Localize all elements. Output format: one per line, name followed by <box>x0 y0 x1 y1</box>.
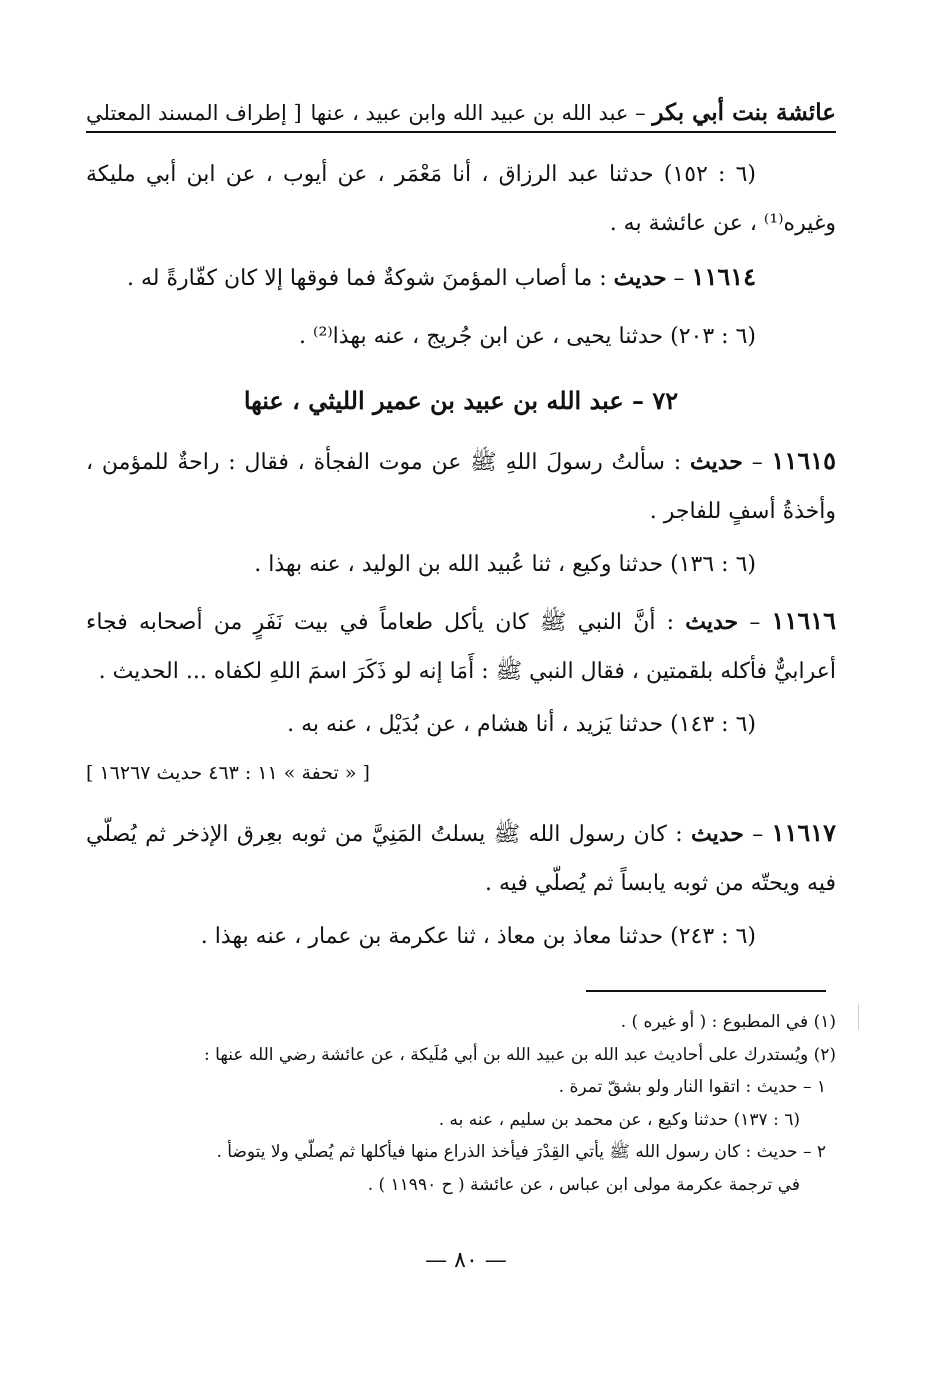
header-title-bold: عائشة بنت أبي بكر <box>652 99 836 126</box>
hadith-label: حديث <box>613 265 667 291</box>
running-header <box>86 88 836 128</box>
isnad-paragraph: (٦ : ١٥٢) حدثنا عبد الرزاق ، أنا مَعْمَر ، عن أيوب ، عن ابن أبي مليكة وغيره⁽¹⁾ ، عن عائشة به . <box>86 162 836 236</box>
hadith-label: حديث <box>690 449 743 475</box>
hadith-separator: – <box>743 822 772 847</box>
isnad-paragraph: (٦ : ٢٠٣) حدثنا يحيى ، عن ابن جُريج ، عنه بهذا⁽²⁾ . <box>299 324 756 349</box>
page-number: — ٨٠ — <box>425 1248 507 1273</box>
hadith-text: : ما أصاب المؤمنَ شوكةٌ فما فوقها إلا كان كفّارةً له . <box>127 266 614 291</box>
footnote-rule <box>586 990 826 992</box>
isnad-paragraph: (٦ : ١٤٣) حدثنا يَزيد ، أنا هشام ، عن بُدَيْل ، عنه به . <box>287 712 756 737</box>
hadith-separator: – <box>742 450 772 475</box>
hadith-11617 <box>86 808 836 908</box>
hadith-separator: – <box>666 266 692 291</box>
hadith-number: ١١٦١٧ <box>771 818 836 847</box>
header-title-rest: – عبد الله بن عبيد الله وابن عبيد ، عنها <box>310 101 653 125</box>
hadith-text: : سألتُ رسولَ اللهِ ﷺ عن موت الفجأة ، فقال : راحةٌ للمؤمن ، وأخذةُ أسفٍ للفاجر . <box>86 450 836 524</box>
header-rule <box>86 131 836 133</box>
isnad-paragraph: (٦ : ٢٤٣) حدثنا معاذ بن معاذ ، ثنا عكرمة بن عمار ، عنه بهذا . <box>200 924 756 949</box>
hadith-11614 <box>86 252 836 303</box>
footnote-2-item-1: ١ – حديث : اتقوا النار ولو بشقّ تمرة . <box>558 1077 826 1097</box>
hadith-label: حديث <box>690 821 744 847</box>
footnote-2: (٢) ويُستدرك على أحاديث عبد الله بن عبيد الله بن أبي مُلَيكة ، عن عائشة رضي الله عنها : <box>204 1044 836 1065</box>
isnad-paragraph: (٦ : ١٣٦) حدثنا وكيع ، ثنا عُبيد الله بن الوليد ، عنه بهذا . <box>254 552 756 577</box>
footnotes <box>110 1006 836 1201</box>
footnote-2-item-1-isnad: (٦ : ١٣٧) حدثنا وكيع ، عن محمد بن سليم ، عنه به . <box>438 1109 800 1130</box>
hadith-11615 <box>86 436 836 536</box>
hadith-11616 <box>86 596 836 696</box>
header-title <box>310 98 836 128</box>
hadith-number: ١١٦١٤ <box>691 262 756 291</box>
footnote-1: (١) في المطبوع : ( أو غيره ) . <box>620 1012 836 1032</box>
hadith-number: ١١٦١٦ <box>771 606 836 635</box>
footnote-2-item-2: ٢ – حديث : كان رسول الله ﷺ يأتي القِدْرَ فيأخذ الذراع منها فيأكلها ثم يُصلّي ولا يتوضأ . <box>216 1142 826 1162</box>
hadith-text: : أنَّ النبي ﷺ كان يأكل طعاماً في بيت نَفَرٍ من أصحابه فجاء أعرابيٌّ فأكله بلقمتين ، فقال النبي ﷺ : أَمَا إنه لو ذَكَرَ اسمَ اللهِ لكفاه ... الحديث . <box>86 610 836 684</box>
tuhfa-reference: [ « تحفة » ١١ : ٤٦٣ حديث ١٦٢٦٧ ] <box>86 762 370 784</box>
section-heading: ٧٢ – عبد الله بن عبيد بن عمير الليثي ، عنها <box>243 386 679 415</box>
margin-mark <box>858 1004 859 1030</box>
hadith-text: : كان رسول الله ﷺ يسلتُ المَنِيَّ من ثوبه بعِرق الإذخر ثم يُصلّي فيه ويحتّه من ثوبه يابساً ثم يُصلّي فيه . <box>86 822 836 896</box>
header-book-name: [ إطراف المسند المعتلي <box>86 101 302 125</box>
footnote-2-item-2-source: في ترجمة عكرمة مولى ابن عباس ، عن عائشة ( ح ١١٩٩٠ ) . <box>367 1174 800 1195</box>
hadith-separator: – <box>738 610 772 635</box>
hadith-label: حديث <box>685 609 739 635</box>
hadith-number: ١١٦١٥ <box>771 446 836 475</box>
